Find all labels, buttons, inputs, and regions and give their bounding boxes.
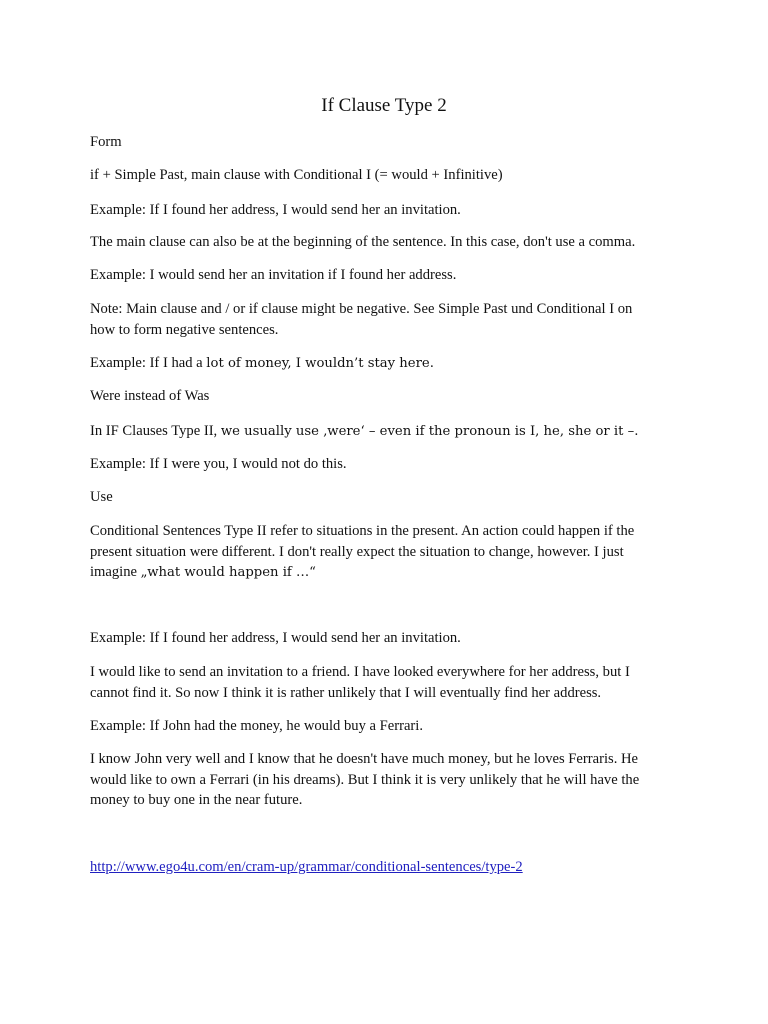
were-rule [90, 421, 680, 443]
were-rule-start: In IF Clauses Type II, [90, 423, 221, 439]
explanation-2 [90, 749, 680, 811]
source-link-paragraph [90, 857, 680, 878]
main-clause-note: The main clause can also be at the beginning of the sentence. In this case, don't use a comma. [90, 234, 636, 250]
were-rule-end: we usually use ‚were‘ – even if the pronoun is I, he, she or it –. [220, 424, 639, 439]
explanation-1-line-2: cannot find it. So now I think it is rather unlikely that I will eventually find her address. [90, 684, 602, 701]
use-text-line-2: present situation were different. I don't really expect the situation to change, however. I just [90, 543, 624, 560]
explanation-2-line-3: money to buy one in the near future. [90, 792, 303, 808]
negative-note-line-1: Note: Main clause and / or if clause might be negative. See Simple Past und Conditional I on [90, 301, 633, 317]
example-1: Example: If I found her address, I would send her an invitation. [90, 202, 461, 218]
example-5: Example: If I found her address, I would send her an invitation. [90, 630, 461, 646]
use-heading: Use [90, 489, 113, 505]
example-6: Example: If John had the money, he would buy a Ferrari. [90, 718, 423, 734]
negative-note-line-2: how to form negative sentences. [90, 321, 279, 338]
source-link[interactable]: http://www.ego4u.com/en/cram-up/grammar/conditional-sentences/type-2 [90, 859, 523, 875]
example-3-start: Example: If I had a [90, 355, 207, 371]
form-rule: if + Simple Past, main clause with Conditional I (= would + Infinitive) [90, 167, 503, 183]
page-title: If Clause Type 2 [321, 95, 447, 116]
use-text-line-3-end: „what would happen if …“ [140, 565, 316, 580]
were-heading: Were instead of Was [90, 388, 210, 404]
use-text [90, 521, 680, 584]
use-text-line-1: Conditional Sentences Type II refer to situations in the present. An action could happen if the [90, 523, 635, 539]
example-3-end: lot of money, I wouldn’t stay here. [206, 356, 434, 371]
negative-note [90, 299, 680, 340]
explanation-1 [90, 662, 680, 703]
use-text-line-3-start: imagine [90, 564, 141, 580]
explanation-1-line-1: I would like to send an invitation to a friend. I have looked everywhere for her address, but I [90, 664, 630, 680]
example-4: Example: If I were you, I would not do this. [90, 456, 347, 472]
form-heading: Form [90, 134, 122, 150]
explanation-2-line-1: I know John very well and I know that he doesn't have much money, but he loves Ferraris. He [90, 751, 639, 767]
use-text-line-3 [90, 562, 680, 584]
example-2: Example: I would send her an invitation if I found her address. [90, 267, 457, 283]
explanation-2-line-2: would like to own a Ferrari (in his dreams). But I think it is very unlikely that he will have the [90, 771, 640, 788]
example-3 [90, 353, 680, 375]
